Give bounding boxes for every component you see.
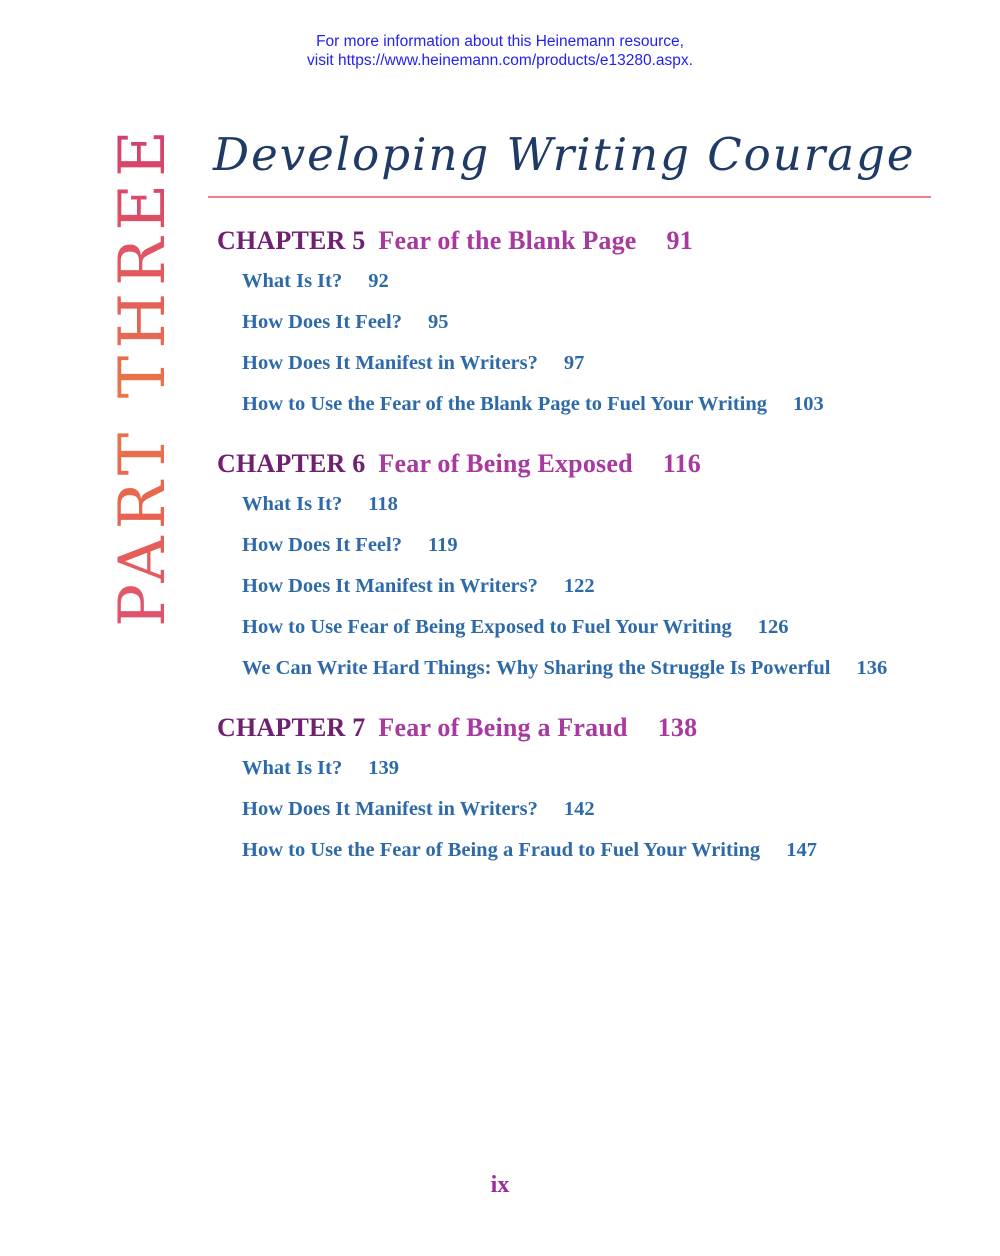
header-note-line1: For more information about this Heinemann resource, — [316, 33, 684, 50]
header-note — [0, 32, 1000, 70]
entry-page-number: 122 — [563, 575, 595, 597]
chapter-heading[interactable] — [217, 711, 942, 745]
entry-title: What Is It? — [242, 493, 343, 515]
chapter-block — [217, 447, 942, 689]
entry-title: How Does It Feel? — [242, 534, 402, 556]
toc-chapters — [217, 224, 942, 871]
toc-entry[interactable] — [217, 343, 942, 384]
chapter-label: CHAPTER 6 — [217, 449, 366, 478]
chapter-title: Fear of Being Exposed — [378, 449, 633, 478]
chapter-label: CHAPTER 7 — [217, 713, 366, 742]
toc-entry[interactable] — [217, 261, 942, 302]
chapter-label: CHAPTER 5 — [217, 226, 366, 255]
toc-entry[interactable] — [217, 525, 942, 566]
entry-page-number: 95 — [427, 311, 449, 333]
entry-page-number: 119 — [427, 534, 458, 556]
entry-title: What Is It? — [242, 270, 343, 292]
part-label: PART THREE — [106, 123, 180, 627]
chapter-page-number: 91 — [666, 226, 693, 255]
entry-page-number: 97 — [563, 352, 585, 374]
entry-page-number: 103 — [793, 393, 824, 415]
section-title: Developing Writing Courage — [213, 127, 916, 181]
chapter-block — [217, 711, 942, 871]
entry-title: How Does It Manifest in Writers? — [242, 798, 538, 820]
page-number: ix — [490, 1172, 510, 1198]
toc-entry[interactable] — [217, 484, 942, 525]
entry-title: How Does It Manifest in Writers? — [242, 575, 538, 597]
entry-page-number: 147 — [786, 839, 817, 861]
toc-entry[interactable] — [217, 384, 942, 425]
chapter-heading[interactable] — [217, 224, 942, 258]
title-rule — [208, 196, 931, 198]
toc-entry[interactable] — [217, 789, 942, 830]
toc-content — [213, 118, 942, 871]
entry-page-number: 118 — [368, 493, 398, 515]
entry-title: How to Use the Fear of the Blank Page to Fuel Your Writing — [242, 393, 768, 415]
entry-page-number: 139 — [368, 757, 399, 779]
toc-entry[interactable] — [217, 748, 942, 789]
entry-title: What Is It? — [242, 757, 343, 779]
chapter-page-number: 116 — [662, 449, 701, 478]
entry-page-number: 142 — [563, 798, 595, 820]
chapter-title: Fear of the Blank Page — [378, 226, 637, 255]
entry-title: How to Use the Fear of Being a Fraud to Fuel Your Writing — [242, 839, 761, 861]
toc-entry[interactable] — [217, 648, 942, 689]
toc-entry[interactable] — [217, 566, 942, 607]
chapter-page-number: 138 — [657, 713, 698, 742]
entry-title: We Can Write Hard Things: Why Sharing the Struggle Is Powerful — [242, 657, 831, 679]
chapter-heading[interactable] — [217, 447, 942, 481]
chapter-title: Fear of Being a Fraud — [378, 713, 628, 742]
entry-title: How Does It Manifest in Writers? — [242, 352, 538, 374]
toc-entry[interactable] — [217, 607, 942, 648]
resource-link[interactable]: visit https://www.heinemann.com/products/e13280.aspx. — [307, 52, 693, 69]
entry-title: How Does It Feel? — [242, 311, 402, 333]
toc-entry[interactable] — [217, 302, 942, 343]
entry-page-number: 92 — [368, 270, 389, 292]
chapter-block — [217, 224, 942, 425]
entry-page-number: 136 — [856, 657, 888, 679]
entry-title: How to Use Fear of Being Exposed to Fuel Your Writing — [242, 616, 732, 638]
entry-page-number: 126 — [757, 616, 789, 638]
toc-entry[interactable] — [217, 830, 942, 871]
